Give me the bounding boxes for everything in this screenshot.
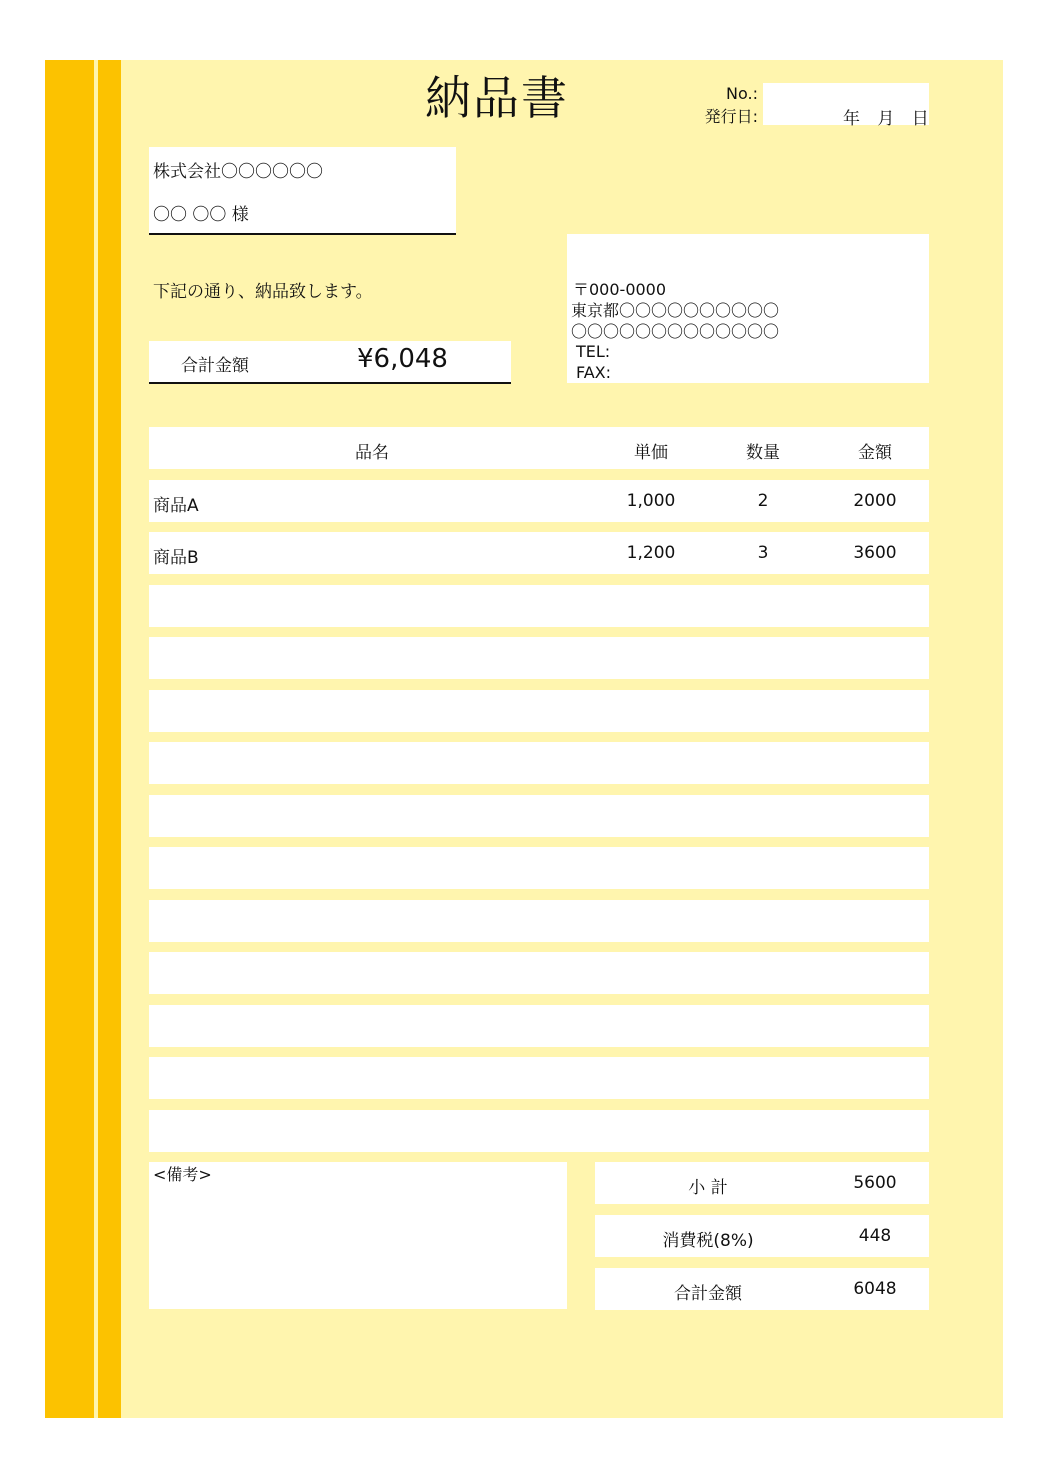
sender-address-line1: 東京都〇〇〇〇〇〇〇〇〇〇 xyxy=(571,301,780,320)
total-amount-label: 合計金額 xyxy=(181,356,249,376)
header-amount: 金額 xyxy=(858,443,892,463)
item-name: 商品A xyxy=(153,496,199,516)
item-name: 商品B xyxy=(153,548,199,568)
table-row[interactable] xyxy=(149,532,929,574)
grand-total-row xyxy=(595,1268,929,1310)
table-row[interactable] xyxy=(149,1110,929,1152)
item-amount: 3600 xyxy=(853,543,897,563)
remarks-label: <備考> xyxy=(153,1165,212,1184)
table-row[interactable] xyxy=(149,1057,929,1099)
item-quantity: 2 xyxy=(757,491,769,511)
left-stripe-wide xyxy=(45,60,94,1418)
total-amount-value: ¥6,048 xyxy=(357,344,448,374)
left-stripe-narrow xyxy=(98,60,121,1418)
header-quantity: 数量 xyxy=(746,443,780,463)
document-title: 納品書 xyxy=(425,71,569,125)
issue-date-fields: 年 月 日 xyxy=(843,109,929,129)
customer-person: 〇〇 〇〇 様 xyxy=(153,205,249,225)
grand-total-label: 合計金額 xyxy=(674,1284,742,1304)
header-item-name: 品名 xyxy=(355,443,389,463)
table-header-row xyxy=(149,427,929,469)
sender-address-line2: 〇〇〇〇〇〇〇〇〇〇〇〇〇 xyxy=(571,322,780,341)
item-unit-price: 1,200 xyxy=(626,543,676,563)
item-unit-price: 1,000 xyxy=(626,491,676,511)
table-row[interactable] xyxy=(149,952,929,994)
subtotal-row xyxy=(595,1162,929,1204)
item-quantity: 3 xyxy=(757,543,769,563)
document-number-label: No.: xyxy=(726,84,758,103)
subtotal-label: 小 計 xyxy=(688,1178,728,1198)
issue-date-label: 発行日: xyxy=(704,107,758,126)
table-row[interactable] xyxy=(149,900,929,942)
table-row[interactable] xyxy=(149,742,929,784)
table-row[interactable] xyxy=(149,480,929,522)
item-amount: 2000 xyxy=(853,491,897,511)
tax-label: 消費税(8%) xyxy=(662,1231,754,1251)
table-row[interactable] xyxy=(149,1005,929,1047)
tax-value: 448 xyxy=(858,1226,892,1246)
tax-row xyxy=(595,1215,929,1257)
customer-company: 株式会社〇〇〇〇〇〇 xyxy=(153,162,323,182)
table-row[interactable] xyxy=(149,847,929,889)
table-row[interactable] xyxy=(149,637,929,679)
delivery-message: 下記の通り、納品致します。 xyxy=(153,282,373,302)
header-unit-price: 単価 xyxy=(634,443,668,463)
table-row[interactable] xyxy=(149,690,929,732)
table-row[interactable] xyxy=(149,795,929,837)
subtotal-value: 5600 xyxy=(853,1173,897,1193)
sender-zip: 〒000-0000 xyxy=(573,280,667,299)
grand-total-value: 6048 xyxy=(853,1279,897,1299)
table-row[interactable] xyxy=(149,585,929,627)
sender-fax-label: FAX: xyxy=(576,363,612,382)
sender-tel-label: TEL: xyxy=(576,342,611,361)
